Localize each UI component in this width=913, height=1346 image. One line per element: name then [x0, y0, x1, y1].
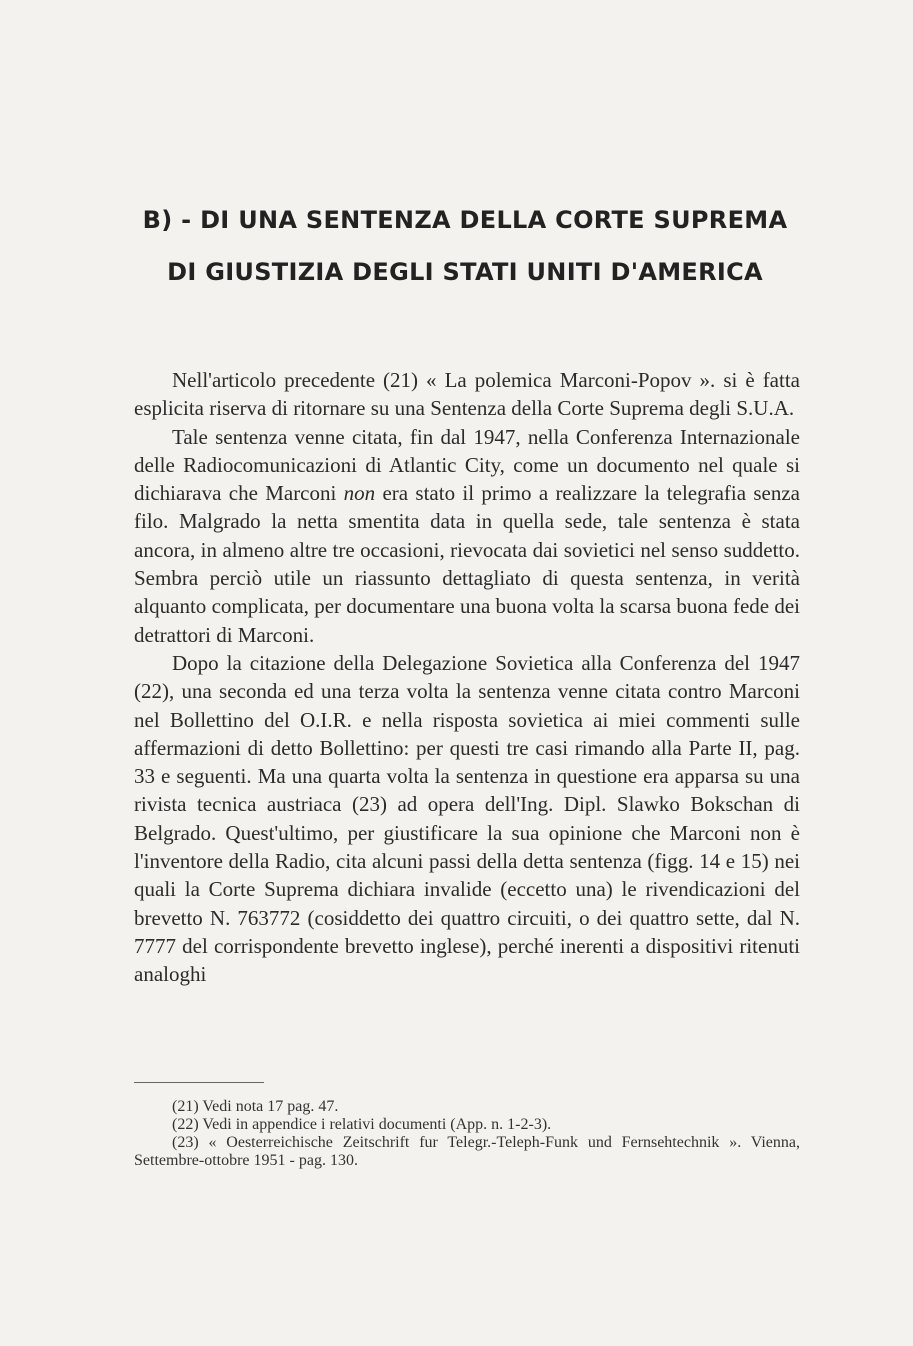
paragraph-3: [134, 649, 800, 989]
footnote-23: (23) « Oesterreichische Zeitschrift fur Telegr.-Teleph-Funk und Fernsehtechnik ». Vienna, Settembre-ottobre 1951 - pag. 130.: [134, 1134, 800, 1169]
section-heading-line-2: DI GIUSTIZIA DEGLI STATI UNITI D'AMERICA: [167, 258, 763, 286]
footnote-22: (22) Vedi in appendice i relativi documenti (App. n. 1-2-3).: [172, 1116, 552, 1133]
footnote-21: (21) Vedi nota 17 pag. 47.: [172, 1098, 339, 1115]
paragraph-3-text: Dopo la citazione della Delegazione Sovietica alla Conferenza del 1947 (22), una seconda ed una terza volta la sentenza venne citata contro Marconi nel Bollettino del O.I.R. e nella risposta sovietica ai miei commenti sulle affermazioni di detto Bollettino: per questi tre casi rimando alla Parte II, pag. 33 e seguenti. Ma una quarta volta la sentenza in questione era apparsa su una rivista tecnica austriaca (23) ad opera dell'Ing. Dipl. Slawko Bokschan di Belgrado. Quest'ultimo, per giustificare la sua opinione che Marconi non è l'inventore della Radio, cita alcuni passi della detta sentenza (figg. 14 e 15) nei quali la Corte Suprema dichiara invalide (eccetto una) le rivendicazioni del brevetto N. 763772 (cosiddetto dei quattro circuiti, o dei quattro sette, dal N. 7777 del corrispondente brevetto inglese), perché inerenti a dispositivi ritenuti analoghi: [134, 650, 800, 987]
paragraph-2-text-end: era stato il primo a realizzare la telegrafia senza filo. Malgrado la netta smentita data in quella sede, tale sentenza è stata ancora, in almeno altre tre occasioni, rievocata dai sovietici nel senso suddetto. Sembra perciò utile un riassunto dettagliato di questa sentenza, in verità alquanto complicata, per documentare una buona volta la scarsa buona fede dei detrattori di Marconi.: [134, 481, 801, 647]
footnotes: [134, 1098, 800, 1170]
footnote-separator: [134, 1082, 264, 1083]
paragraph-1-text: Nell'articolo precedente (21) « La polemica Marconi-Popov ». si è fatta esplicita riserva di ritornare su una Sentenza della Corte Suprema degli S.U.A.: [134, 368, 800, 421]
body-text: [134, 366, 800, 989]
paragraph-2: [134, 423, 800, 649]
section-heading-line-1: B) - DI UNA SENTENZA DELLA CORTE SUPREMA: [142, 206, 788, 234]
paragraph-2-emphasis: non: [343, 481, 376, 506]
paragraph-1: [134, 366, 800, 423]
paragraph-2-text-start: Tale sentenza venne citata, fin dal 1947, nella Conferenza Internazionale delle Radiocomunicazioni di Atlantic City, come un documento nel quale si dichiarava che Marconi: [134, 424, 800, 506]
